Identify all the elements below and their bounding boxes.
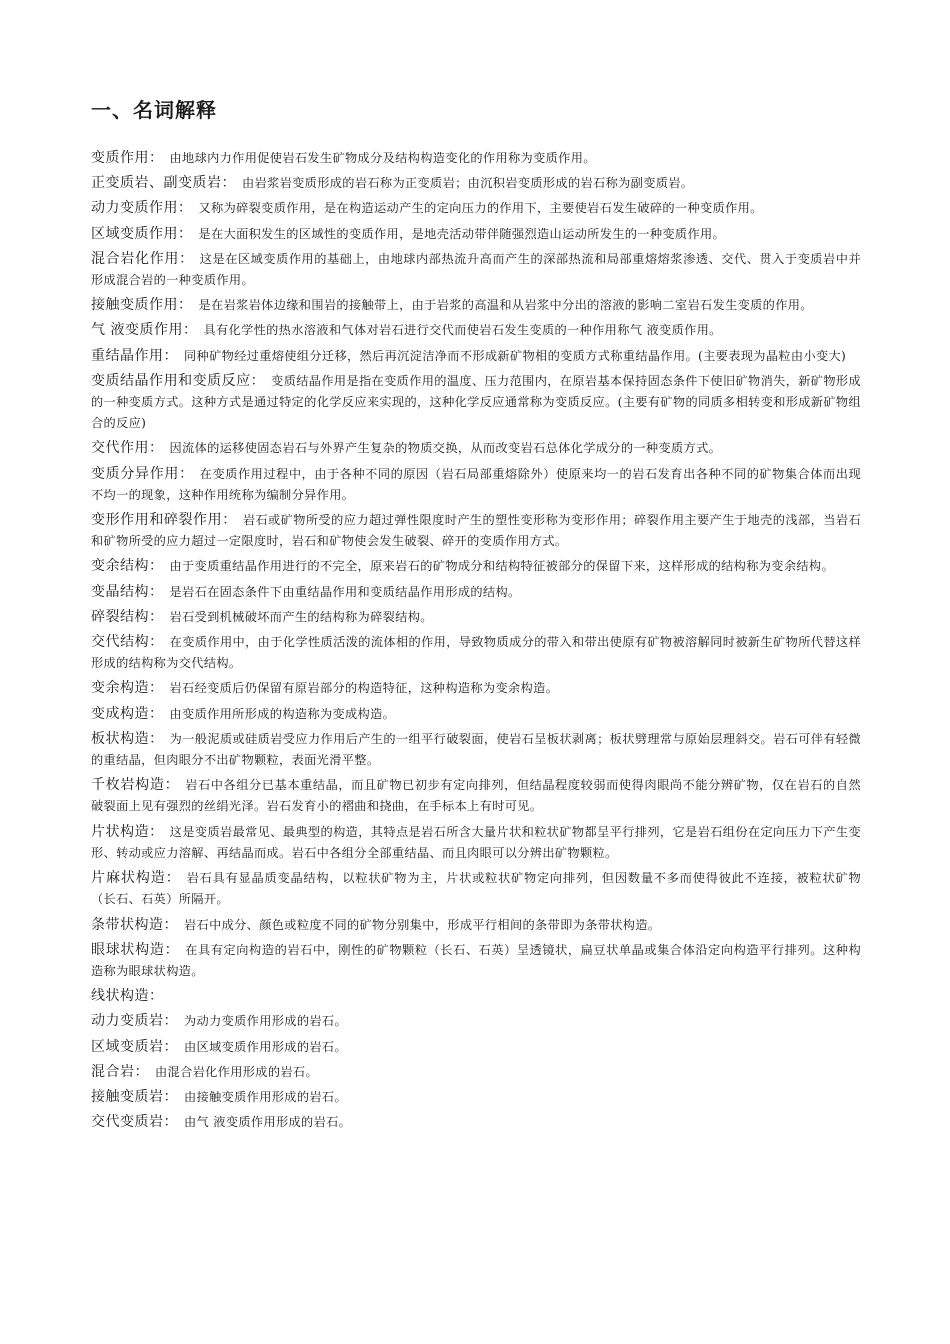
glossary-list [91,148,861,1133]
glossary-entry [91,632,861,674]
glossary-definition: 由气 液变质作用形成的岩石。 [184,1115,352,1130]
glossary-term: 混合岩： [91,1063,149,1080]
glossary-term: 条带状构造： [91,916,178,933]
glossary-term: 重结晶作用： [91,347,178,364]
glossary-definition: 是岩石在固态条件下由重结晶作用和变质结晶作用形成的结构。 [169,584,521,599]
glossary-entry [91,940,861,982]
glossary-entry [91,1112,861,1133]
glossary-term: 线状构造： [91,988,164,1005]
glossary-definition: 由地球内力作用促使岩石发生矿物成分及结构构造变化的作用称为变质作用。 [169,151,596,165]
glossary-entry [91,224,861,245]
glossary-definition: 为动力变质作用形成的岩石。 [184,1014,347,1029]
glossary-term: 混合岩化作用： [91,250,194,267]
glossary-entry [91,1062,861,1083]
glossary-term: 变质结晶作用和变质反应： [91,372,266,389]
glossary-term: 动力变质岩： [91,1013,178,1030]
glossary-term: 碎裂结构： [91,608,164,625]
glossary-entry [91,1087,861,1108]
glossary-term: 交代变质岩： [91,1114,178,1131]
document-page [91,96,861,1137]
glossary-term: 变质分异作用： [91,465,194,482]
glossary-definition: 由于变质重结晶作用进行的不完全，原来岩石的矿物成分和结构特征被部分的保留下来，这样形成的结构称为变余结构。 [169,559,834,574]
glossary-definition: 在变质作用中，由于化学性质活泼的流体相的作用，导致物质成分的带入和带出使原有矿物被溶解同时被新生矿物所代替这样形成的结构称为交代结构。 [91,635,862,671]
glossary-term: 变余构造： [91,680,164,697]
glossary-entry [91,556,861,577]
glossary-entry [91,438,861,459]
glossary-entry [91,295,861,316]
glossary-definition: 岩石中各组分已基本重结晶，而且矿物已初步有定向排列，但结晶程度较弱而使得肉眼尚不能分辨矿物，仅在岩石的自然破裂面上见有强烈的丝绢光泽。岩石发育小的褶曲和挠曲，在手标本上有时可见。 [91,778,861,814]
glossary-definition: 由变质作用所形成的构造称为变成构造。 [169,706,396,721]
glossary-entry [91,729,861,771]
glossary-term: 眼球状构造： [91,941,180,958]
glossary-term: 交代作用： [91,440,164,457]
glossary-definition: 由接触变质作用形成的岩石。 [184,1089,347,1104]
glossary-entry [91,464,861,506]
glossary-definition: 变质结晶作用是指在变质作用的温度、压力范围内，在原岩基本保持固态条件下使旧矿物消失，新矿物形成的一种变质方式。这种方式是通过特定的化学反应来实现的，这种化学反应通常称为变质反应。(主要有矿物的同质多相转变和形成新矿物组合的反应) [91,373,862,431]
glossary-term: 片状构造： [91,823,164,840]
glossary-entry [91,822,861,864]
glossary-entry [91,915,861,936]
glossary-term: 动力变质作用： [91,200,193,217]
glossary-definition: 由岩浆岩变质形成的岩石称为正变质岩；由沉积岩变质形成的岩石称为副变质岩。 [242,176,694,191]
glossary-term: 接触变质岩： [91,1088,178,1105]
glossary-entry [91,1011,861,1032]
glossary-entry [91,320,861,341]
glossary-term: 变余结构： [91,558,164,575]
glossary-term: 变成构造： [91,705,164,722]
glossary-term: 板状构造： [91,730,164,747]
glossary-entry [91,198,861,219]
glossary-definition: 为一般泥质或硅质岩受应力作用后产生的一组平行破裂面，使岩石呈板状剥离；板状劈理常与原始层理斜交。岩石可伴有轻微的重结晶，但肉眼分不出矿物颗粒，表面光滑平整。 [91,731,862,768]
glossary-entry [91,249,861,291]
glossary-definition: 由区域变质作用形成的岩石。 [184,1039,347,1054]
glossary-entry [91,346,861,367]
glossary-term: 交代结构： [91,634,164,651]
glossary-entry [91,775,861,817]
glossary-entry [91,704,861,725]
glossary-definition: 岩石受到机械破坏而产生的结构称为碎裂结构。 [169,609,433,624]
glossary-term: 千枚岩构造： [91,777,180,794]
glossary-entry [91,1037,861,1058]
glossary-entry [91,986,861,1007]
glossary-term: 正变质岩、副变质岩： [91,175,236,192]
glossary-term: 区域变质岩： [91,1038,178,1055]
glossary-entry [91,582,861,603]
glossary-term: 气 液变质作用： [91,322,198,339]
glossary-definition: 是在岩浆岩体边缘和围岩的接触带上，由于岩浆的高温和从岩浆中分出的溶液的影响二室岩石发生变质的作用。 [198,298,813,313]
glossary-term: 片麻状构造： [91,870,181,887]
glossary-definition: 这是变质岩最常见、最典型的构造，其特点是岩石所含大量片状和粒状矿物都呈平行排列，它是岩石组份在定向压力下产生变形、转动或应力溶解、再结晶而成。岩石中各组分全部重结晶、而且肉眼可以分辨出矿物颗粒。 [91,824,862,860]
glossary-definition: 是在大面积发生的区域性的变质作用，是地壳活动带伴随强烈造山运动所发生的一种变质作用。 [198,226,726,241]
glossary-definition: 在具有定向构造的岩石中，刚性的矿物颗粒（长石、石英）呈透镜状，扁豆状单晶或集合体沿定向构造平行排列。这种构造称为眼球状构造。 [91,942,861,978]
glossary-entry [91,510,861,552]
glossary-entry [91,678,861,699]
glossary-entry [91,868,861,910]
glossary-definition: 又称为碎裂变质作用，是在构造运动产生的定向压力的作用下，主要使岩石发生破碎的一种变质作用。 [198,201,763,216]
glossary-definition: 在变质作用过程中，由于各种不同的原因（岩石局部重熔除外）使原来均一的岩石发育出各种不同的矿物集合体而出现不均一的现象，这种作用统称为编制分异作用。 [91,466,862,502]
glossary-term: 变晶结构： [91,583,164,600]
glossary-term: 变质作用： [91,150,164,166]
glossary-definition: 由混合岩化作用形成的岩石。 [155,1064,318,1079]
glossary-definition: 岩石经变质后仍保留有原岩部分的构造特征，这种构造称为变余构造。 [169,681,559,696]
glossary-definition: 同种矿物经过重熔使组分迁移，然后再沉淀洁净而不形成新矿物相的变质方式称重结晶作用。(主要表现为晶粒由小变大) [184,348,847,363]
glossary-definition: 岩石具有显晶质变晶结构，以粒状矿物为主，片状或粒状矿物定向排列，但因数量不多而使得彼此不连接，被粒状矿物（长石、石英）所隔开。 [91,871,861,907]
glossary-term: 区域变质作用： [91,225,193,242]
glossary-entry [91,371,861,435]
glossary-entry [91,148,861,169]
glossary-entry [91,607,861,628]
glossary-definition: 具有化学性的热水溶液和气体对岩石进行交代而使岩石发生变质的一种作用称气 液变质作用。 [203,323,722,338]
section-title: 一、名词解释 [91,98,217,122]
glossary-definition: 岩石或矿物所受的应力超过弹性限度时产生的塑性变形称为变形作用；碎裂作用主要产生于地壳的浅部，当岩石和矿物所受的应力超过一定限度时，岩石和矿物使会发生破裂、碎开的变质作用方式。 [91,513,862,549]
glossary-entry [91,173,861,194]
glossary-term: 变形作用和碎裂作用： [91,512,237,529]
glossary-definition: 因流体的运移使固态岩石与外界产生复杂的物质交换，从而改变岩石总体化学成分的一种变质方式。 [169,441,722,456]
glossary-term: 接触变质作用： [91,297,193,314]
glossary-definition: 这是在区域变质作用的基础上，由地球内部热流升高而产生的深部热流和局部重熔熔浆渗透、交代、贯入于变质岩中并形成混合岩的一种变质作用。 [91,251,862,288]
glossary-definition: 岩石中成分、颜色或粒度不同的矿物分别集中，形成平行相间的条带即为条带状构造。 [184,917,661,932]
